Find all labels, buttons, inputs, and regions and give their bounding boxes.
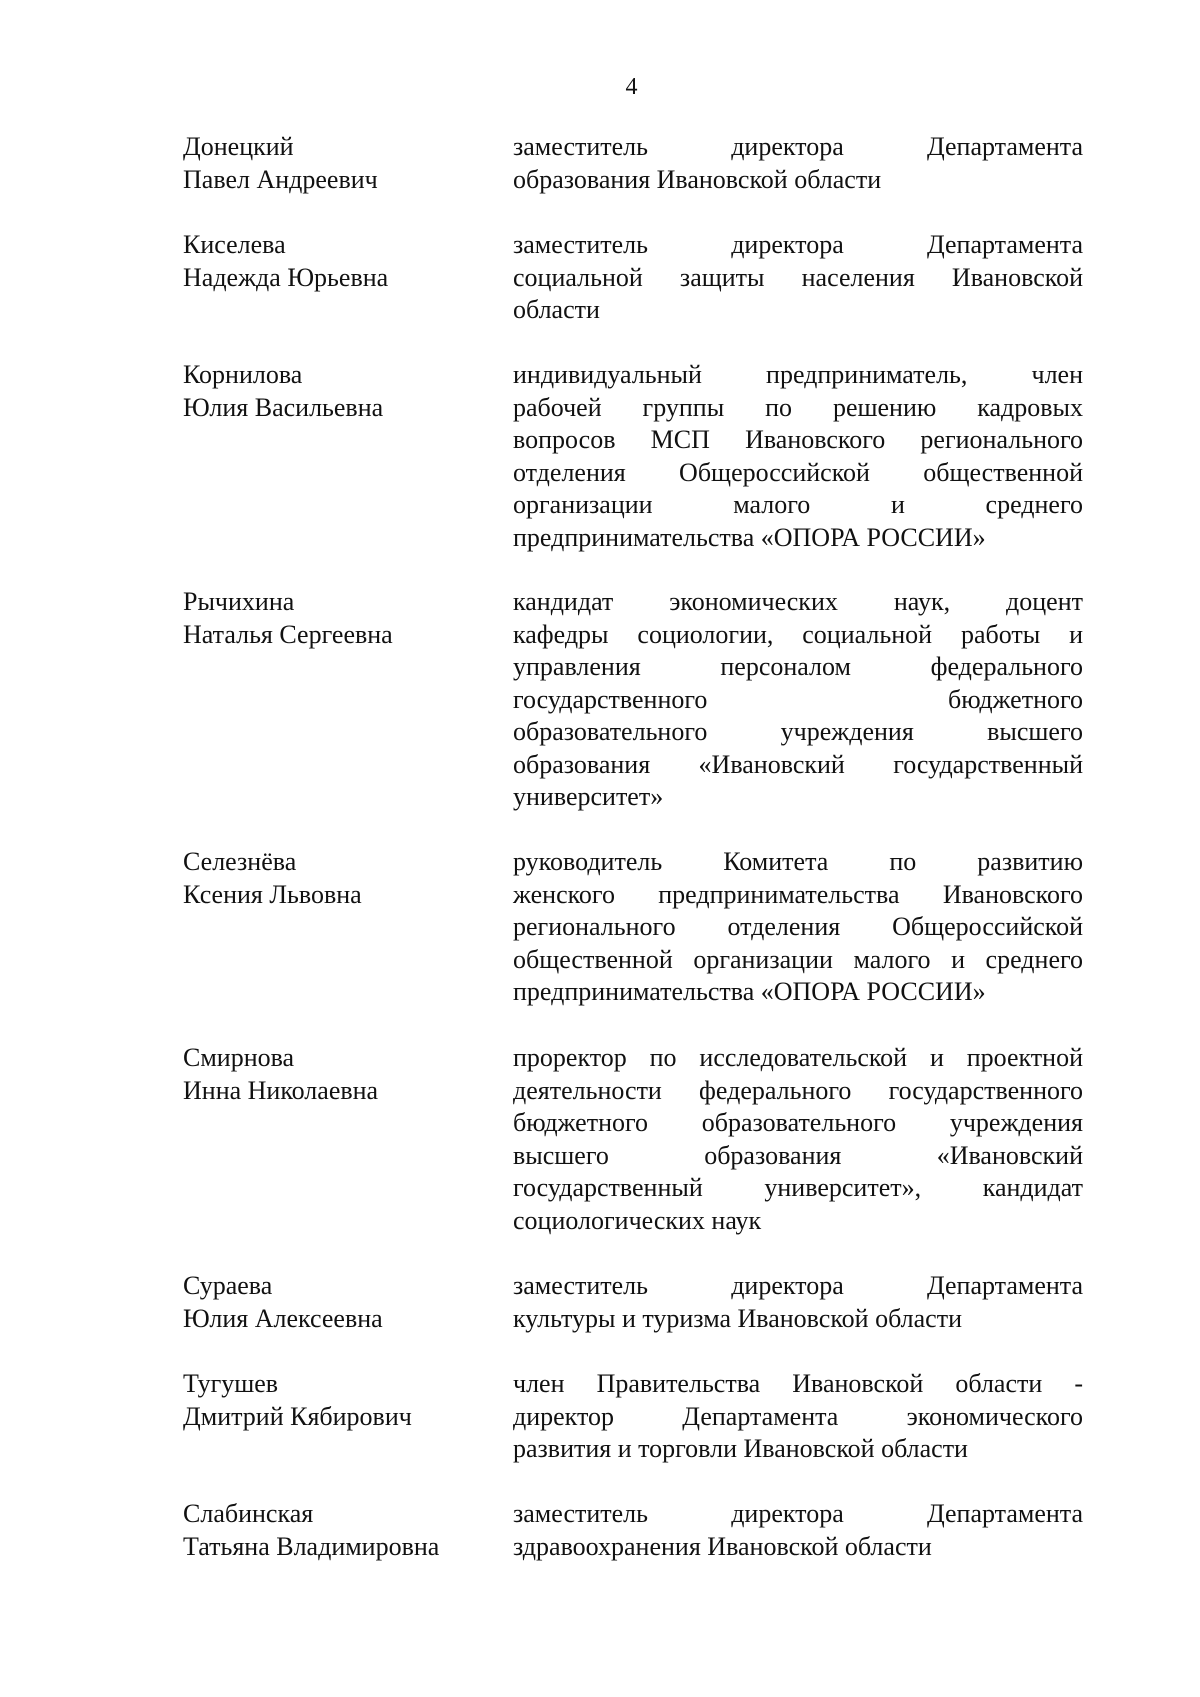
position-line: образования Ивановской области <box>513 164 882 194</box>
member-given-name: Надежда Юрьевна <box>183 262 389 292</box>
position-line: государственный университет», кандидат <box>513 1173 1083 1202</box>
position-line: заместитель директора Департамента <box>513 230 1083 259</box>
position-line: области <box>513 295 600 324</box>
position-line: индивидуальный предприниматель, член <box>513 360 1083 389</box>
member-given-name: Дмитрий Кябирович <box>183 1401 412 1431</box>
position-line: проректор по исследовательской и проектной <box>513 1043 1083 1072</box>
member-surname: Киселева <box>183 230 286 259</box>
member-given-name: Ксения Львовна <box>183 879 362 909</box>
position-line: культуры и туризма Ивановской области <box>513 1303 962 1333</box>
position-line: регионального отделения Общероссийской <box>513 912 1083 941</box>
position-line: управления персоналом федерального <box>513 652 1083 681</box>
member-given-name: Наталья Сергеевна <box>183 619 393 649</box>
member-position <box>513 1498 1083 1563</box>
member-surname: Сураева <box>183 1271 273 1300</box>
member-entry <box>183 229 1083 327</box>
member-given-name: Юлия Васильевна <box>183 392 384 422</box>
member-name <box>183 229 513 327</box>
member-position <box>513 1270 1083 1335</box>
position-line: высшего образования «Ивановский <box>513 1140 1083 1170</box>
member-position <box>513 1368 1083 1466</box>
position-line: социальной защиты населения Ивановской <box>513 262 1083 292</box>
position-line: государственного бюджетного <box>513 684 1083 714</box>
position-line: университет» <box>513 782 664 811</box>
member-surname: Слабинская <box>183 1499 314 1528</box>
position-line: деятельности федерального государственного <box>513 1075 1083 1105</box>
position-line: образования «Ивановский государственный <box>513 749 1083 779</box>
position-line: кандидат экономических наук, доцент <box>513 587 1083 616</box>
member-position <box>513 131 1083 196</box>
position-line: развития и торговли Ивановской области <box>513 1434 968 1463</box>
position-line: заместитель директора Департамента <box>513 1271 1083 1300</box>
member-entry <box>183 359 1083 554</box>
member-given-name: Юлия Алексеевна <box>183 1303 383 1333</box>
position-line: бюджетного образовательного учреждения <box>513 1108 1083 1137</box>
position-line: женского предпринимательства Ивановского <box>513 879 1083 909</box>
position-line: руководитель Комитета по развитию <box>513 847 1083 876</box>
page-number: 4 <box>625 74 638 100</box>
member-entry <box>183 1042 1083 1237</box>
member-given-name: Инна Николаевна <box>183 1075 379 1105</box>
member-position <box>513 229 1083 327</box>
member-position <box>513 1042 1083 1237</box>
position-line: рабочей группы по решению кадровых <box>513 392 1083 422</box>
member-name <box>183 1498 513 1563</box>
member-name <box>183 1042 513 1237</box>
member-surname: Донецкий <box>183 132 294 161</box>
member-surname: Рычихина <box>183 587 295 616</box>
member-name <box>183 1270 513 1335</box>
member-surname: Корнилова <box>183 360 303 389</box>
member-name <box>183 586 513 814</box>
position-line: социологических наук <box>513 1205 762 1235</box>
member-surname: Смирнова <box>183 1043 295 1072</box>
member-position <box>513 846 1083 1009</box>
position-line: здравоохранения Ивановской области <box>513 1531 932 1561</box>
member-surname: Селезнёва <box>183 847 297 876</box>
member-surname: Тугушев <box>183 1369 279 1398</box>
position-line: организации малого и среднего <box>513 490 1083 519</box>
position-line: член Правительства Ивановской области - <box>513 1369 1083 1398</box>
member-name <box>183 846 513 1009</box>
position-line: вопросов МСП Ивановского регионального <box>513 425 1083 454</box>
position-line: заместитель директора Департамента <box>513 1499 1083 1528</box>
member-entry <box>183 131 1083 196</box>
position-line: директор Департамента экономического <box>513 1401 1083 1431</box>
member-name <box>183 131 513 196</box>
member-entry <box>183 1368 1083 1466</box>
member-given-name: Павел Андреевич <box>183 164 378 194</box>
member-position <box>513 359 1083 554</box>
position-line: общественной организации малого и среднего <box>513 944 1083 974</box>
position-line: предпринимательства «ОПОРА РОССИИ» <box>513 522 986 552</box>
member-entry <box>183 1498 1083 1563</box>
member-entry <box>183 846 1083 1009</box>
member-name <box>183 359 513 554</box>
member-entry <box>183 586 1083 814</box>
member-entry <box>183 1270 1083 1335</box>
member-given-name: Татьяна Владимировна <box>183 1531 440 1561</box>
position-line: заместитель директора Департамента <box>513 132 1083 161</box>
position-line: кафедры социологии, социальной работы и <box>513 619 1083 649</box>
position-line: отделения Общероссийской общественной <box>513 457 1083 487</box>
position-line: образовательного учреждения высшего <box>513 717 1083 746</box>
member-position <box>513 586 1083 814</box>
position-line: предпринимательства «ОПОРА РОССИИ» <box>513 977 986 1006</box>
member-name <box>183 1368 513 1466</box>
